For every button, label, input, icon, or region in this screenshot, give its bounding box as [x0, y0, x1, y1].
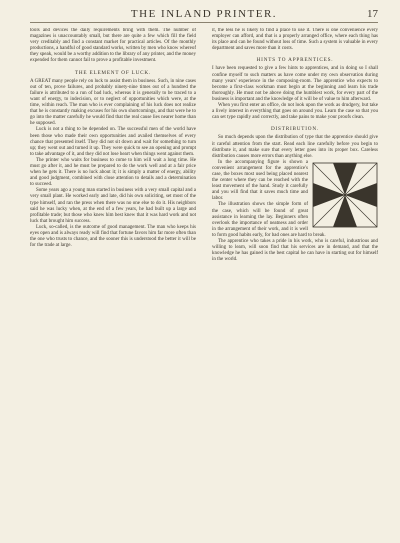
left-column — [30, 28, 196, 536]
page-number: 17 — [367, 8, 378, 20]
apprentices-paragraph-3: So much depends upon the distribution of type that the apprentice should give it careful attention from the start. Read each line carefully before you begin to distribute it, and make sure that every letter goes into its proper box. Careless distribution causes more errors than anything else. — [212, 135, 378, 159]
continued-paragraph: it, the less he is likely to find a place to use it. There is one convenience every employer can afford, and that is a properly arranged office, where each thing has its place and can be found without loss of time. Such a system is valuable in every department and saves more than it costs. — [212, 28, 378, 52]
right-column — [212, 28, 378, 536]
apprentices-paragraph-4: In the accompanying figure is shown a convenient arrangement for the apprentice's case, the boxes most used being placed nearest the center where they can be reached with the least movement of the hand. Study it carefully and you will find that it saves much time and labor. — [212, 159, 308, 202]
apprentices-paragraph-6: The apprentice who takes a pride in his work, who is careful, industrious and willing to learn, will soon find that his services are in demand, and that the knowledge he has gained is the best capital he can have in starting out for himself in the world. — [212, 239, 378, 263]
luck-paragraph-1: A GREAT many people rely on luck to assist them in business. Such, in nine cases out of ten, prove failures, and probably ninety-nine times out of a hundred the failure is attributed to a run of bad luck, whereas it is generally to be traced to a want of energy, to indecision, or to neglect of opportunities which were, at the time, within reach. The man who is ever complaining of his luck does not realize that he is constantly making excuses for his own shortcomings, and that were he to go into the matter carefully he would find that the real cause lies nearer home than he supposed. — [30, 78, 196, 127]
intro-paragraph: tools and devices the daily requirements bring with them. The number of magazines is unaccountably small, but there are quite a few which fill the field very creditably and find a constant market for practical articles. Of the monthly productions, a handful of good standard works, written by men who know whereof they speak, would be a worthy addition to the library of any printer, and the money expended for them cannot fail to prove a profitable investment. — [30, 28, 196, 64]
luck-paragraph-2: Luck is not a thing to be depended on. The successful men of the world have been those who made their own opportunities and availed themselves of every chance that presented itself. They did not sit down and wait for something to turn up; they went out and turned it up. They were quick to see an opening and prompt to take advantage of it, and they did not lose heart when things went against them. — [30, 127, 196, 157]
luck-paragraph-5: Luck, so-called, is the outcome of good management. The man who keeps his eyes open and is always ready will find that fortune favors him far more often than the one who trusts to chance, and the sooner this is understood the better it will be for the trade at large. — [30, 224, 196, 249]
luck-paragraph-4: Some years ago a young man started in business with a very small capital and a very small plant. He worked early and late, did his own soliciting, set most of the type himself, and ran the press when there was no one else to do it. His neighbors said he was lucky when, at the end of a few years, he had built up a large and profitable trade; but those who knew him best knew that it was hard work and not luck that brought him success. — [30, 188, 196, 224]
subheading-distribution: DISTRIBUTION. — [270, 126, 319, 133]
page-title: THE INLAND PRINTER. — [130, 8, 278, 20]
type-case-figure — [312, 162, 378, 228]
apprentices-paragraph-2: When you first enter an office, do not look upon the work as drudgery, but take a lively interest in everything that goes on around you. Learn the case so that you can set type rapidly and correctly, and take pains to make your proofs clean. — [212, 103, 378, 121]
section-heading-apprentices: HINTS TO APPRENTICES. — [256, 57, 334, 64]
type-case-diagram-icon — [312, 162, 378, 228]
running-header — [30, 8, 378, 23]
section-heading-luck: THE ELEMENT OF LUCK. — [74, 69, 152, 76]
apprentices-paragraph-1: I have been requested to give a few hints to apprentices, and in doing so I shall confine myself to such matters as have come under my own observation during many years' experience in the composing-room. The apprentice who expects to become a first-class workman must begin at the beginning and learn his trade thoroughly. He must not be above doing the humblest work, for every part of the business is important and the knowledge of it will be of value to him afterward. — [212, 66, 378, 102]
apprentices-paragraph-5: The illustration shows the simple form of the case, which will be found of great assistance in learning the lay. Beginners often overlook the importance of neatness and order in the arrangement of their work, and it is well to form good habits early, for bad ones are hard to break. — [212, 202, 326, 238]
luck-paragraph-3: The printer who waits for business to come to him will wait a long time. He must go after it, and he must be prepared to do the work well and at a fair price when he gets it. There is no luck about it; it is simply a matter of energy, ability and good judgment, combined with close attention to details and a determination to succeed. — [30, 157, 196, 188]
